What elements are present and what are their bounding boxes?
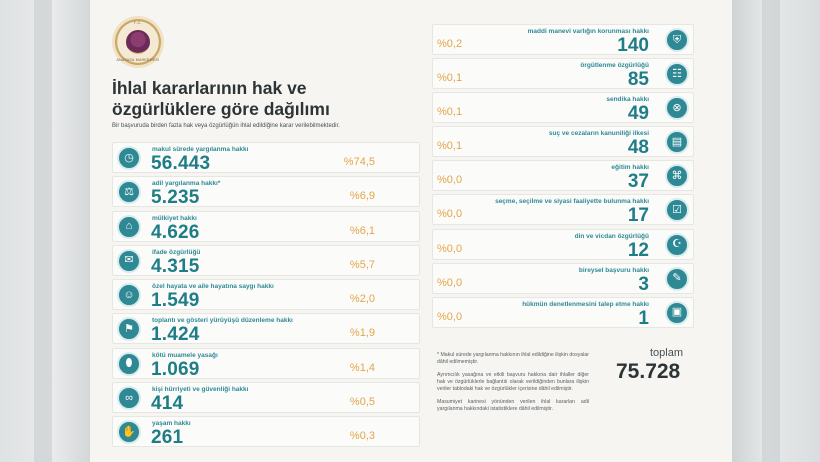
violation-percent: %74,5 [343, 156, 375, 168]
right-label: bireysel başvuru hakkı [578, 266, 649, 274]
violation-count: 140 [617, 35, 649, 56]
right-label: kişi hürriyeti ve güvenliği hakkı [152, 386, 249, 394]
right-label: kötü muamele yasağı [152, 351, 218, 359]
right-label: ifade özgürlüğü [152, 248, 201, 256]
speech-icon: ✉ [117, 249, 141, 273]
rights-row [112, 176, 420, 207]
logo-top-text: T.C. [133, 20, 143, 25]
right-label: özel hayata ve aile hayatına saygı hakkı [152, 283, 274, 291]
violation-count: 1.424 [151, 324, 200, 346]
violation-percent: %0,1 [437, 140, 463, 153]
right-label: din ve vicdan özgürlüğü [574, 232, 649, 240]
logo-emblem [126, 30, 150, 54]
clipboard-icon: ▣ [665, 301, 689, 325]
rights-list-left [112, 142, 420, 451]
footnote: Masumiyet karinesi yönünden verilen ihlal kararları adil yargılanma hakkındaki istatistiklere dâhil edilmiştir. [437, 399, 589, 412]
background-left [0, 0, 90, 462]
rights-row [112, 245, 420, 276]
rights-row [112, 142, 420, 173]
scales-icon: ⚖ [117, 180, 141, 204]
violation-percent: %0,5 [349, 396, 375, 409]
rights-row [112, 348, 420, 379]
violation-percent: %2,0 [349, 293, 375, 306]
violation-percent: %6,9 [349, 190, 375, 203]
rights-row [432, 194, 694, 225]
right-label: toplantı ve gösteri yürüyüşü düzenleme hakkı [152, 317, 293, 325]
violation-count: 414 [151, 393, 184, 415]
rights-list-right [432, 24, 694, 331]
graduation-cap-icon: ⌘ [665, 164, 689, 188]
violation-count: 3 [638, 273, 649, 295]
violation-count: 85 [627, 69, 649, 91]
violation-percent: %0,3 [349, 430, 375, 443]
rights-row [112, 279, 420, 310]
rights-row [432, 126, 694, 157]
infographic-page [90, 0, 732, 462]
violation-count: 48 [627, 137, 649, 159]
total-value: 75.728 [616, 360, 681, 383]
violation-percent: %0,0 [437, 174, 463, 187]
protest-icon: ⚑ [117, 317, 141, 341]
group-icon: ☷ [665, 62, 689, 86]
violation-percent: %0,1 [437, 106, 463, 119]
right-label: maddi manevi varlığın korunması hakkı [527, 28, 649, 35]
rights-row [112, 382, 420, 413]
violation-count: 56.443 [151, 153, 211, 174]
violation-percent: %6,1 [349, 224, 375, 237]
right-label: suç ve cezaların kanuniliği ilkesi [548, 130, 649, 138]
rights-row [432, 263, 694, 294]
page-title: İhlal kararlarının hak ve özgürlüklere göre dağılımı [112, 78, 330, 119]
clock-icon: ◷ [117, 146, 141, 170]
right-label: mülkiyet hakkı [152, 214, 197, 222]
religion-icon: ☪ [665, 233, 689, 257]
law-book-icon: ▤ [665, 130, 689, 154]
violation-count: 17 [627, 205, 649, 227]
handcuffs-icon: ∞ [117, 386, 141, 410]
violation-percent: %0,0 [437, 310, 463, 323]
violation-count: 4.626 [151, 221, 200, 243]
right-label: adil yargılanma hakkı* [152, 180, 221, 188]
violation-count: 1 [638, 307, 649, 329]
background-stripe [34, 0, 52, 462]
rights-row [112, 211, 420, 242]
violation-percent: %0,2 [437, 38, 463, 50]
rights-row [112, 416, 420, 447]
violation-percent: %5,7 [349, 258, 375, 271]
rights-row [432, 58, 694, 89]
property-icon: ⌂ [117, 215, 141, 239]
right-label: yaşam hakkı [152, 420, 191, 428]
constitutional-court-logo [112, 16, 164, 68]
violation-percent: %0,0 [437, 276, 463, 289]
violation-percent: %0,0 [437, 242, 463, 255]
right-label: hükmün denetlenmesini talep etme hakkı [522, 300, 649, 308]
ballot-icon: ☑ [665, 198, 689, 222]
background-right [732, 0, 820, 462]
rights-row [112, 313, 420, 344]
right-label: sendika hakkı [606, 96, 649, 104]
violation-count: 4.315 [151, 255, 200, 277]
logo-bottom-text: ANAYASA MAHKEMESİ [116, 58, 160, 62]
violation-percent: %1,9 [349, 327, 375, 340]
violation-count: 37 [627, 171, 649, 193]
hands-icon: ✋ [117, 420, 141, 444]
footnote: * Makul sürede yargılanma hakkının ihlal edildiğine ilişkin dosyalar dâhil edilmemiştir. [437, 352, 589, 365]
violation-percent: %0,0 [437, 208, 463, 221]
footnote: Ayrımcılık yasağına ve etkili başvuru hakkına dair ihlaller diğer hak ve özgürlüklerle bağlantılı olarak verildiğinden bunlara ilişkin veriler tablodaki hak ve özgürlükler içerisine dâhil edilmiştir. [437, 372, 589, 392]
right-label: makul sürede yargılanma hakkı [152, 146, 249, 153]
footnotes [437, 352, 589, 419]
rights-row [432, 297, 694, 328]
shield-icon: ⛨ [665, 28, 689, 52]
union-icon: ⊗ [665, 96, 689, 120]
background-stripe [762, 0, 780, 462]
family-icon: ☺ [117, 283, 141, 307]
rights-row [432, 229, 694, 260]
rights-row [432, 92, 694, 123]
right-label: örgütlenme özgürlüğü [580, 62, 649, 70]
violation-percent: %1,4 [349, 361, 375, 374]
drop-icon: ⬮ [117, 352, 141, 376]
page-subtitle: Bir başvuruda birden fazla hak veya özgürlüğün ihlal edildiğine karar verilebilmektedir. [112, 123, 340, 129]
violation-count: 1.549 [151, 290, 200, 312]
right-label: eğitim hakkı [611, 164, 649, 172]
right-label: seçme, seçilme ve siyasi faaliyette bulunma hakkı [495, 198, 649, 206]
document-icon: ✎ [665, 267, 689, 291]
violation-count: 261 [151, 427, 184, 449]
violation-count: 5.235 [151, 187, 200, 209]
rights-row [432, 24, 694, 55]
total-label: toplam [650, 347, 684, 359]
rights-row [432, 160, 694, 191]
violation-count: 12 [627, 239, 649, 261]
violation-count: 49 [627, 103, 649, 125]
violation-percent: %0,1 [437, 72, 463, 85]
violation-count: 1.069 [151, 358, 200, 380]
